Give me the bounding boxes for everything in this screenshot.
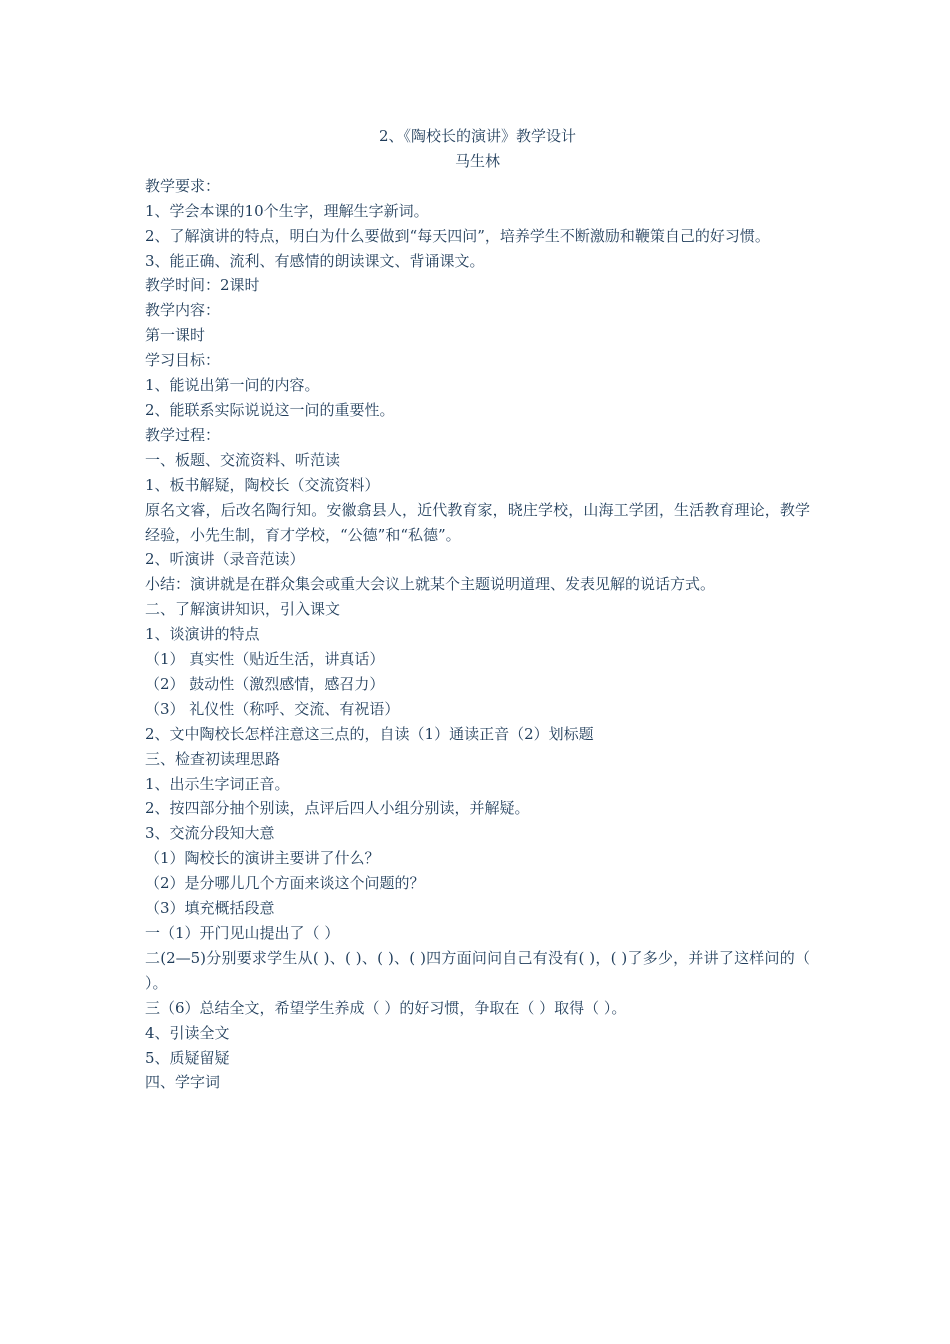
text-line: 1、能说出第一问的内容。: [145, 376, 320, 395]
document-title: 2、《陶校长的演讲》教学设计: [378, 127, 577, 145]
text-line: 教学内容：: [145, 301, 221, 320]
text-line: 2、文中陶校长怎样注意这三点的，自读（1）通读正音（2）划标题: [145, 724, 594, 743]
text-line: 一（1）开门见山提出了（ ）: [145, 924, 340, 942]
text-line: 1、出示生字词正音。: [145, 774, 290, 793]
text-line: 第一课时: [145, 326, 206, 345]
text-line: 教学过程：: [145, 425, 221, 444]
text-line: （2）是分哪儿几个方面来谈这个问题的？: [145, 874, 425, 893]
text-line: 3、能正确、流利、有感情的朗读课文、背诵课文。: [145, 251, 485, 270]
text-line: 小结：演讲就是在群众集会或重大会议上就某个主题说明道理、发表见解的说话方式。: [145, 575, 716, 594]
text-line: 二、了解演讲知识，引入课文: [145, 600, 341, 619]
text-line: 2、能联系实际说说这一问的重要性。: [145, 400, 395, 419]
text-line: 一、板题、交流资料、听范读: [145, 450, 341, 469]
text-line: （3） 礼仪性（称呼、交流、有祝语）: [145, 699, 400, 718]
text-line: 教学时间：2课时: [145, 276, 260, 295]
text-line: 三、检查初读理思路: [145, 749, 281, 768]
text-line: 1、谈演讲的特点: [145, 625, 260, 644]
text-line: （1）陶校长的演讲主要讲了什么？: [145, 849, 380, 868]
text-line: （1） 真实性（贴近生活，讲真话）: [145, 650, 385, 669]
text-line: 二(2—5)分别要求学生从( )、( )、( )、( )四方面问问自己有没有( )，( )了多少，并讲了这样问的（ ）。: [145, 948, 810, 992]
text-line: （3）填充概括段意: [145, 899, 275, 918]
document-lines: [145, 174, 810, 1096]
text-line: （2） 鼓动性（激烈感情，感召力）: [145, 674, 385, 693]
text-line: 1、板书解疑，陶校长（交流资料）: [145, 475, 380, 494]
text-line: 原名文睿，后改名陶行知。安徽翕县人，近代教育家，晓庄学校，山海工学团，生活教育理论，教学经验，小先生制，育才学校，“公德”和“私德”。: [145, 500, 810, 544]
text-line: 4、引读全文: [145, 1023, 230, 1042]
text-line: 2、按四部分抽个别读，点评后四人小组分别读，并解疑。: [145, 799, 530, 818]
document-body: [145, 124, 810, 1095]
document-author: 马生林: [454, 151, 500, 170]
text-line: 1、学会本课的10个生字，理解生字新词。: [145, 201, 429, 220]
text-line: 2、了解演讲的特点，明白为什么要做到“每天四问”，培养学生不断激励和鞭策自己的好习惯。: [145, 226, 770, 245]
text-line: 三（6）总结全文，希望学生养成（ ）的好习惯，争取在（ ）取得（ ）。: [145, 998, 627, 1017]
text-line: 四、学字词: [145, 1073, 221, 1092]
text-line: 教学要求：: [145, 176, 221, 195]
text-line: 学习目标：: [145, 351, 221, 370]
text-line: 2、听演讲（录音范读）: [145, 550, 305, 569]
text-line: 5、质疑留疑: [145, 1048, 230, 1067]
text-line: 3、交流分段知大意: [145, 824, 275, 843]
